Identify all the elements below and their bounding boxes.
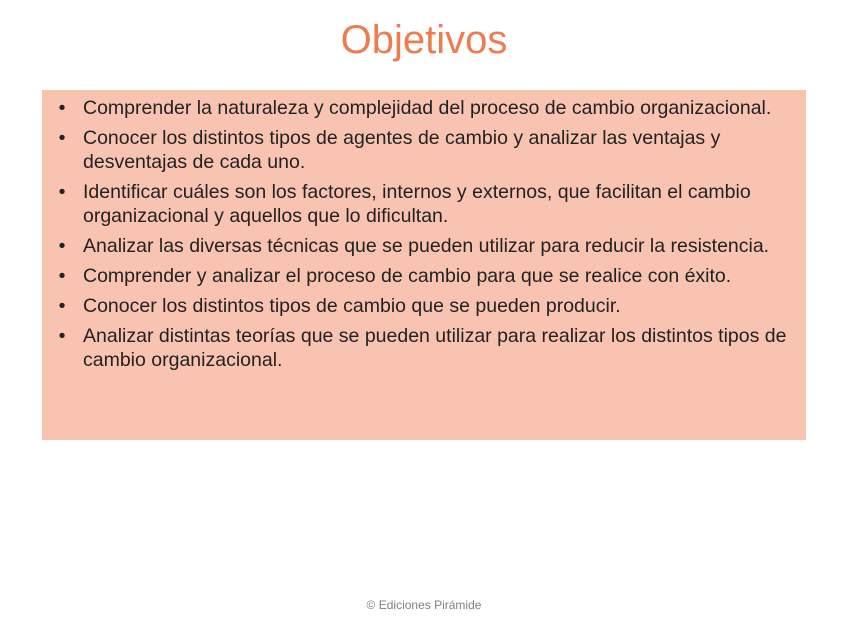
objectives-list bbox=[42, 96, 790, 372]
objective-item bbox=[42, 180, 790, 228]
bullet-icon: • bbox=[58, 181, 66, 203]
objective-text: Analizar las diversas técnicas que se pueden utilizar para reducir la resistencia. bbox=[83, 235, 770, 257]
objective-text: Conocer los distintos tipos de agentes de cambio y analizar las ventajas y desventajas de cada uno. bbox=[83, 127, 721, 173]
objective-item bbox=[42, 126, 790, 174]
slide-title: Objetivos bbox=[340, 18, 508, 62]
copyright-footer: © Ediciones Pirámide bbox=[366, 598, 482, 612]
bullet-icon: • bbox=[58, 325, 66, 347]
objective-text: Analizar distintas teorías que se pueden utilizar para realizar los distintos tipos de cambio organizacional. bbox=[83, 325, 787, 371]
objective-item bbox=[42, 324, 790, 372]
bullet-icon: • bbox=[58, 265, 66, 287]
bullet-icon: • bbox=[58, 295, 66, 317]
objective-text: Comprender la naturaleza y complejidad del proceso de cambio organizacional. bbox=[83, 97, 772, 119]
objective-item bbox=[42, 96, 790, 120]
objectives-box bbox=[42, 90, 806, 440]
bullet-icon: • bbox=[58, 97, 66, 119]
objective-text: Conocer los distintos tipos de cambio que se pueden producir. bbox=[83, 295, 621, 317]
bullet-icon: • bbox=[58, 127, 66, 149]
objective-text: Comprender y analizar el proceso de cambio para que se realice con éxito. bbox=[83, 265, 732, 287]
objective-item bbox=[42, 234, 790, 258]
bullet-icon: • bbox=[58, 235, 66, 257]
objective-item bbox=[42, 294, 790, 318]
objective-item bbox=[42, 264, 790, 288]
objective-text: Identificar cuáles son los factores, internos y externos, que facilitan el cambio organizacional y aquellos que lo dificultan. bbox=[83, 181, 751, 227]
